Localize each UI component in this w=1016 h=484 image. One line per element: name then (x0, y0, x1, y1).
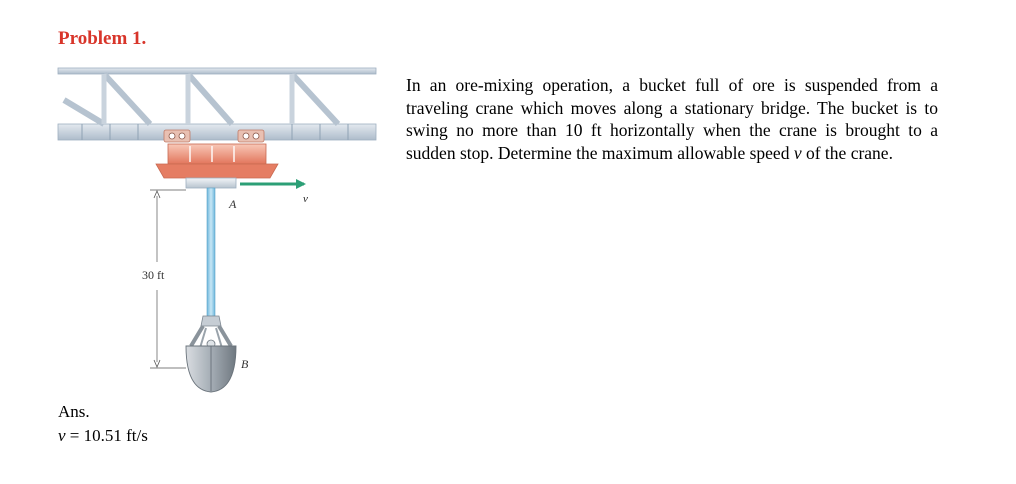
statement-text-2: of the crane. (801, 142, 893, 163)
ore-bucket (186, 316, 236, 392)
answer-block (58, 400, 148, 448)
answer-label: Ans. (58, 402, 90, 421)
statement-text-1: In an ore-mixing operation, a bucket full of ore is suspended from a traveling crane which moves along a stationary bridge. The bucket is to swing no more than 10 ft horizontally when the crane is brought to a sudden stop. Determine the maximum allowable speed (406, 75, 938, 163)
answer-line (58, 424, 148, 448)
truss-bridge (58, 68, 376, 140)
point-a-label: A (229, 197, 237, 211)
velocity-label: v (303, 193, 308, 205)
point-b-label: B (241, 357, 249, 371)
answer-value: = 10.51 ft/s (65, 426, 148, 445)
answer-variable: v (58, 426, 66, 445)
cable (207, 188, 215, 316)
length-label: 30 ft (142, 268, 165, 282)
problem-title: Problem 1. (58, 28, 147, 49)
statement-variable: v (793, 142, 802, 163)
